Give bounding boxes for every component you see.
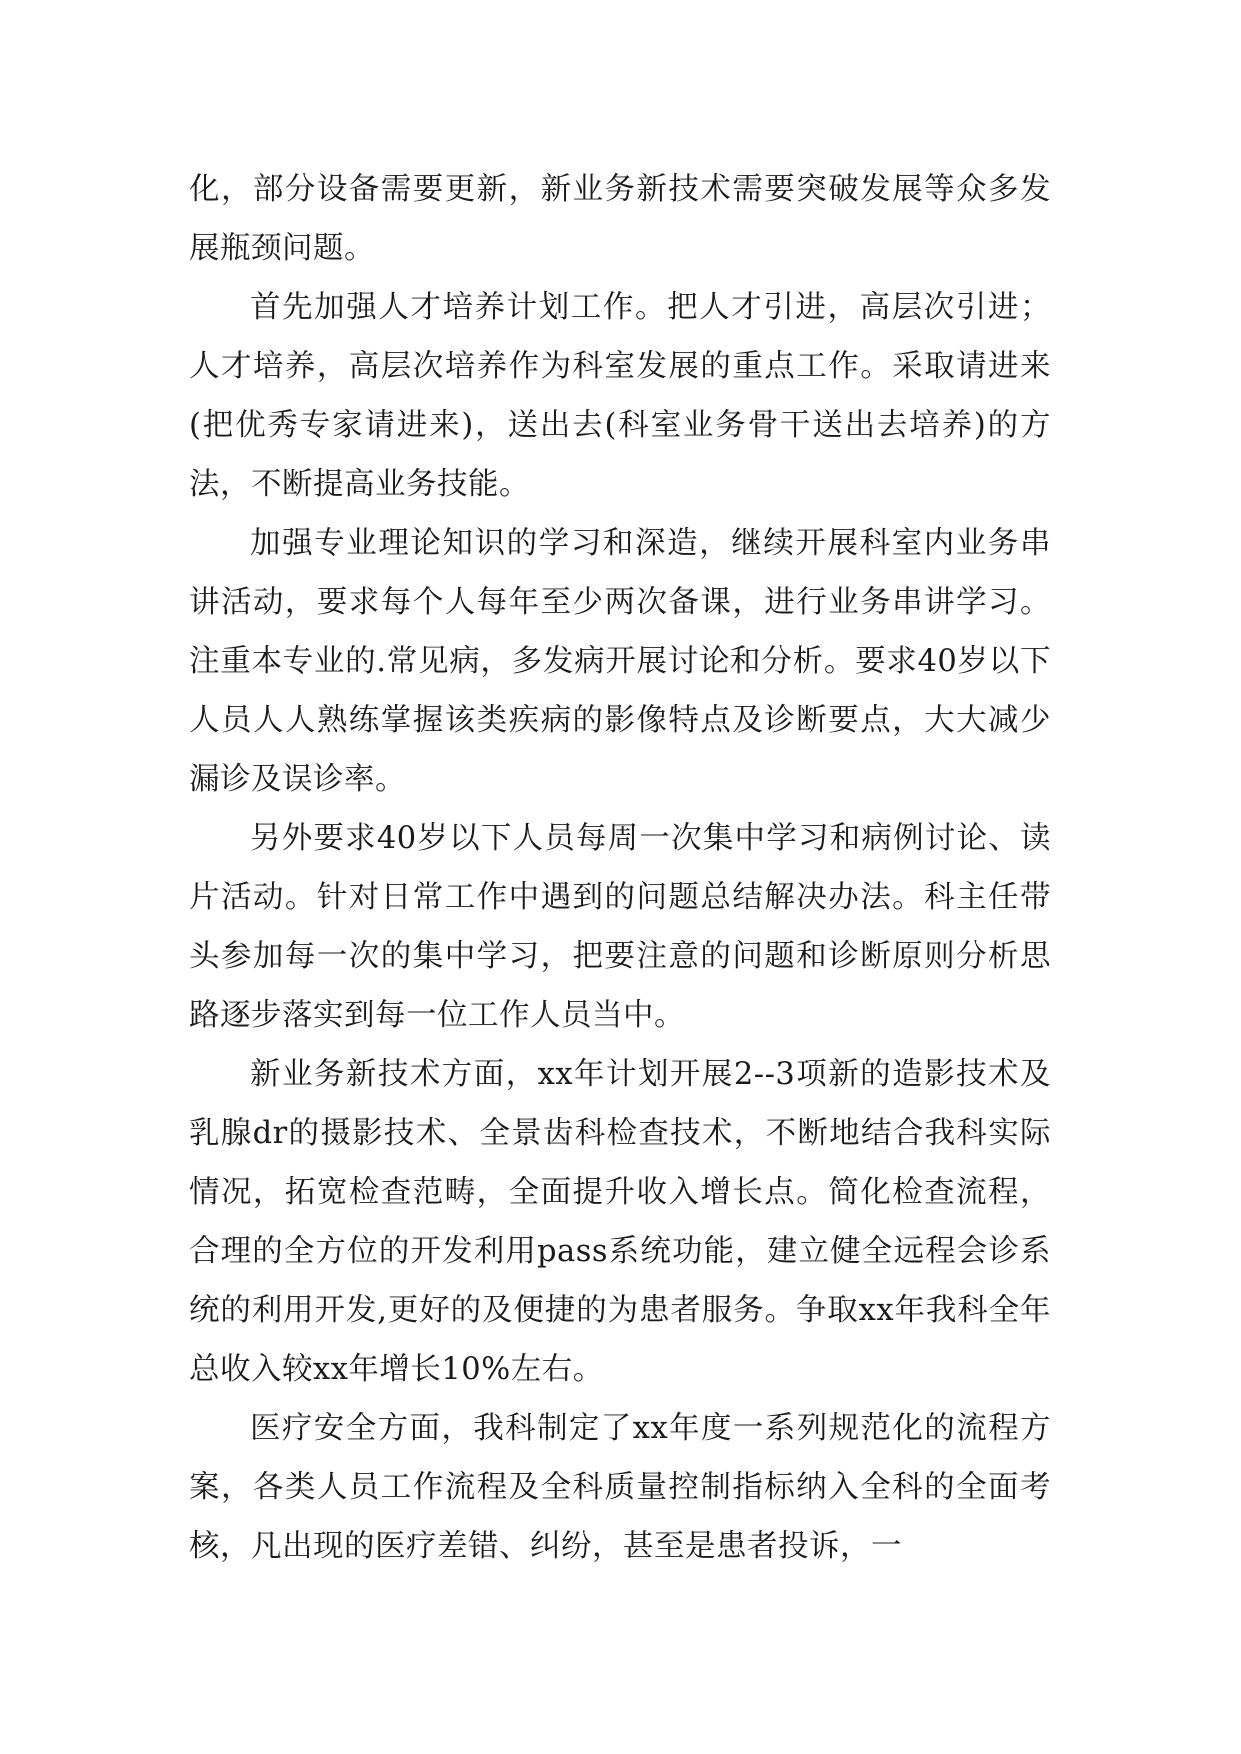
document-body [189,160,1051,1576]
paragraph-medical-safety: 医疗安全方面，我科制定了xx年度一系列规范化的流程方案，各类人员工作流程及全科质量控制指标纳入全科的全面考核，凡出现的医疗差错、纠纷，甚至是患者投诉，一 [189,1411,1051,1564]
paragraph-new-technology: 新业务新技术方面，xx年计划开展2--3项新的造影技术及乳腺dr的摄影技术、全景齿科检查技术，不断地结合我科实际情况，拓宽检查范畴，全面提升收入增长点。简化检查流程，合理的全方位的开发利用pass系统功能，建立健全远程会诊系统的利用开发,更好的及便捷的为患者服务。争取xx年我科全年总收入较xx年增长10%左右。 [189,1057,1051,1387]
paragraph-weekly-study: 另外要求40岁以下人员每周一次集中学习和病例讨论、读片活动。针对日常工作中遇到的问题总结解决办法。科主任带头参加每一次的集中学习，把要注意的问题和诊断原则分析思路逐步落实到每一位工作人员当中。 [189,821,1051,1033]
paragraph-professional-study: 加强专业理论知识的学习和深造，继续开展科室内业务串讲活动，要求每个人每年至少两次备课，进行业务串讲学习。注重本专业的.常见病，多发病开展讨论和分析。要求40岁以下人员人人熟练掌握该类疾病的影像特点及诊断要点，大大减少漏诊及误诊率。 [189,526,1051,797]
paragraph-continuation: 化，部分设备需要更新，新业务新技术需要突破发展等众多发展瓶颈问题。 [189,172,1051,266]
paragraph-talent-training: 首先加强人才培养计划工作。把人才引进，高层次引进；人才培养，高层次培养作为科室发展的重点工作。采取请进来(把优秀专家请进来)，送出去(科室业务骨干送出去培养)的方法，不断提高业务技能。 [189,290,1051,502]
